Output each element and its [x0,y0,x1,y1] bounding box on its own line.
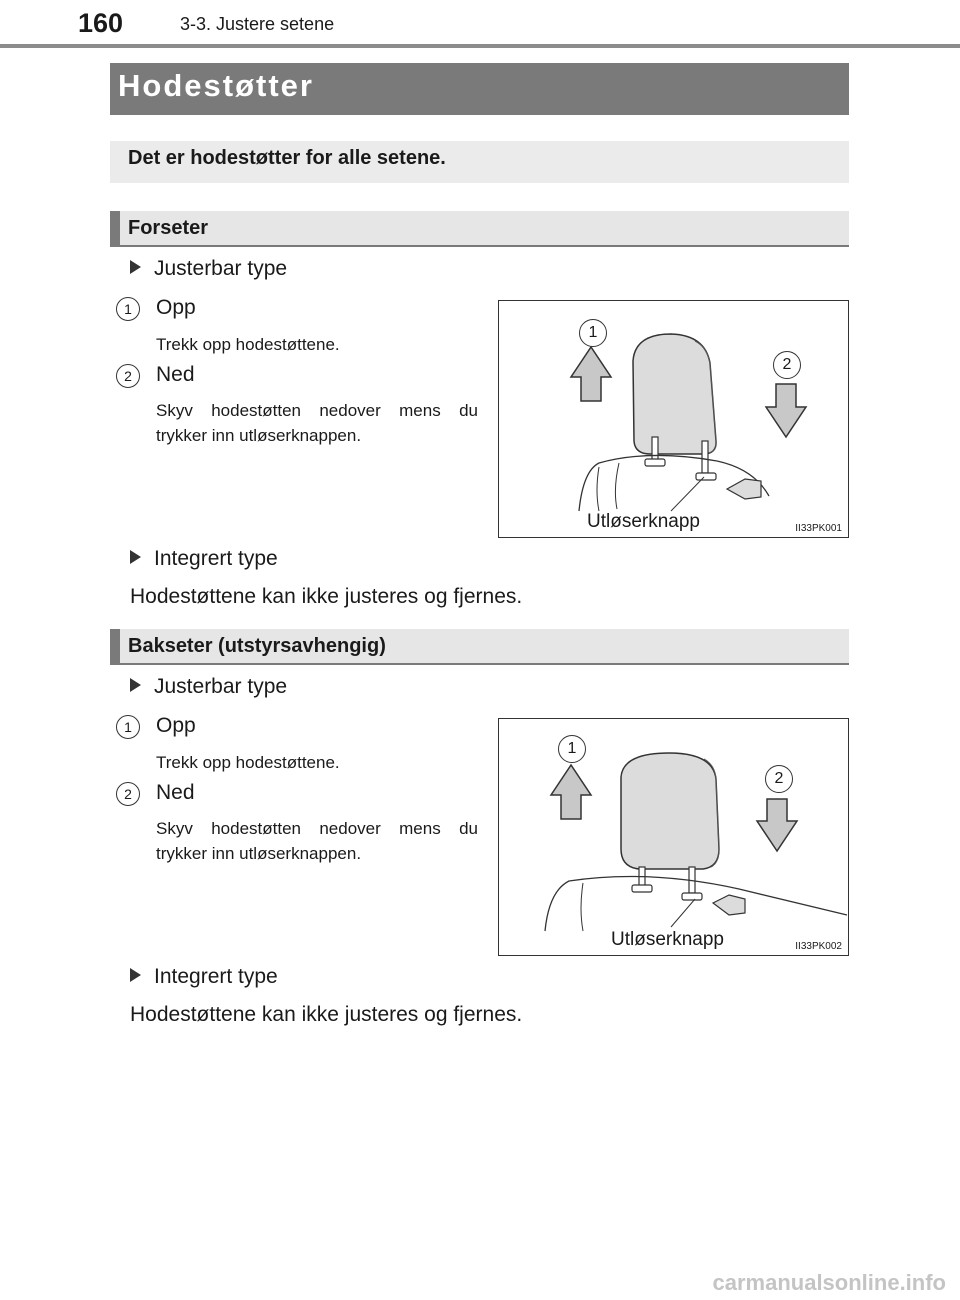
bullet-label: Justerbar type [154,675,288,698]
up-arrow-icon [571,347,611,401]
item-number-badge: 2 [116,364,140,388]
item-number-badge: 1 [116,715,140,739]
triangle-bullet-icon [130,260,141,274]
item-desc-down: Skyv hodestøtten nedover mens du trykker inn utløserknappen. [156,401,478,445]
headrest-shape [633,334,716,454]
bullet-label: Integrert type [154,965,278,988]
integrated-text: Hodestøttene kan ikke justeres og fjernes. [130,585,523,608]
headrest-stay [652,437,658,461]
figure-code: II33PK002 [795,941,842,952]
bullet-adjustable-type [130,675,287,699]
watermark: carmanualsonline.info [712,1270,946,1295]
up-arrow-icon [551,765,591,819]
header-rule [0,44,960,48]
item-desc-up: Trekk opp hodestøttene. [156,335,340,354]
section-heading-rear-seats [110,629,849,665]
section-accent [110,211,120,247]
item-number-badge: 1 [116,297,140,321]
item-title-down: Ned [156,363,195,386]
seat-back-shape [545,877,847,932]
bullet-label: Justerbar type [154,257,288,280]
item-number-badge: 2 [116,782,140,806]
press-arrow-icon [727,479,761,499]
bullet-integrated-type [130,965,278,989]
item-desc-up: Trekk opp hodestøttene. [156,753,340,772]
down-arrow-icon [757,799,797,851]
rear-headrest-illustration [499,719,848,955]
section-heading-label: Bakseter (utstyrsavhengig) [128,635,386,657]
triangle-bullet-icon [130,968,141,982]
page-title: Hodestøtter [118,68,314,103]
section-accent [110,629,120,665]
item-title-up: Opp [156,296,196,319]
figure-label-down: 2 [765,765,793,793]
triangle-bullet-icon [130,678,141,692]
press-arrow-icon [713,895,745,915]
headrest-shape [621,753,719,869]
bullet-adjustable-type [130,257,287,281]
item-title-up: Opp [156,714,196,737]
section-heading-front-seats [110,211,849,247]
triangle-bullet-icon [130,550,141,564]
item-desc-down: Skyv hodestøtten nedover mens du trykker inn utløserknappen. [156,819,478,863]
intro-text: Det er hodestøtter for alle setene. [128,147,446,169]
section-heading-label: Forseter [128,217,209,239]
figure-rear-headrest [498,718,849,956]
bullet-label: Integrert type [154,547,278,570]
figure-label-down: 2 [773,351,801,379]
integrated-text: Hodestøttene kan ikke justeres og fjernes. [130,1003,523,1026]
down-arrow-icon [766,384,806,437]
item-title-down: Ned [156,781,195,804]
headrest-stay [702,441,708,473]
running-head: 3-3. Justere setene [180,14,335,34]
figure-callout: Utløserknapp [611,929,724,950]
figure-callout: Utløserknapp [587,511,700,532]
figure-front-headrest [498,300,849,538]
figure-code: II33PK001 [795,523,842,534]
bullet-integrated-type [130,547,278,571]
figure-label-up: 1 [579,319,607,347]
figure-label-up: 1 [558,735,586,763]
page-number: 160 [78,8,124,38]
front-headrest-illustration [499,301,848,537]
